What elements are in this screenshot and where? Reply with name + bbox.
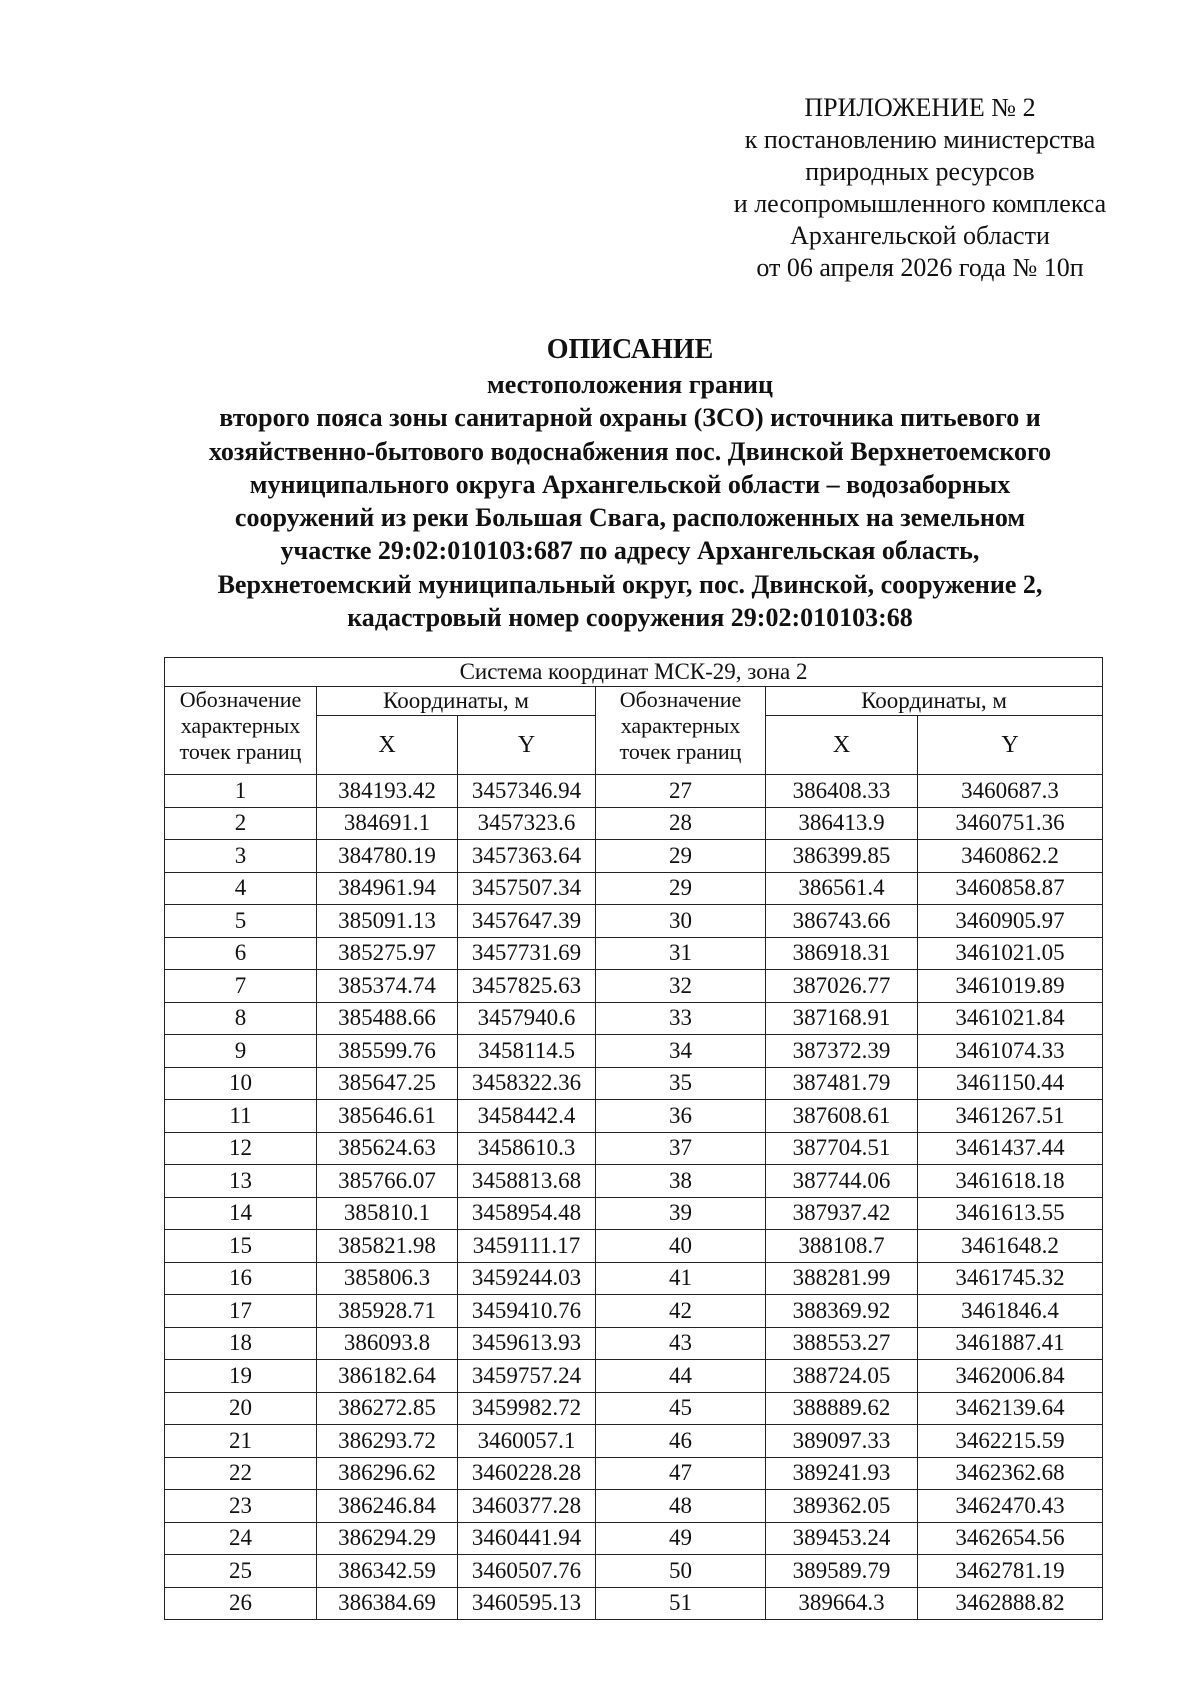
table-row	[165, 1035, 1103, 1068]
point-number: 6	[165, 937, 317, 970]
coord-x: 385488.66	[317, 1002, 458, 1035]
point-number: 35	[596, 1067, 766, 1100]
appendix-line: ПРИЛОЖЕНИЕ № 2	[804, 93, 1036, 122]
point-number: 11	[165, 1100, 317, 1133]
coord-y: 3457940.6	[458, 1002, 596, 1035]
point-number: 27	[596, 775, 766, 808]
coord-x: 388724.05	[766, 1360, 918, 1393]
coord-x: 387481.79	[766, 1067, 918, 1100]
appendix-line: Архангельской области	[790, 221, 1050, 250]
coord-y: 3462139.64	[918, 1392, 1103, 1425]
coord-y: 3461074.33	[918, 1035, 1103, 1068]
column-header-coordinates: Координаты, м	[317, 687, 596, 716]
point-number: 23	[165, 1490, 317, 1523]
coord-x: 384780.19	[317, 840, 458, 873]
coord-x: 386093.8	[317, 1327, 458, 1360]
coord-y: 3460751.36	[918, 807, 1103, 840]
point-number: 10	[165, 1067, 317, 1100]
coord-x: 387744.06	[766, 1165, 918, 1198]
table-row	[165, 1132, 1103, 1165]
point-number: 42	[596, 1295, 766, 1328]
point-number: 49	[596, 1522, 766, 1555]
coord-y: 3462215.59	[918, 1425, 1103, 1458]
coord-x: 387372.39	[766, 1035, 918, 1068]
point-number: 22	[165, 1457, 317, 1490]
table-row	[165, 775, 1103, 808]
coord-x: 385275.97	[317, 937, 458, 970]
coord-x: 387168.91	[766, 1002, 918, 1035]
coord-y: 3462781.19	[918, 1555, 1103, 1588]
coord-y: 3459757.24	[458, 1360, 596, 1393]
table-row	[165, 1067, 1103, 1100]
title-description	[120, 368, 1140, 634]
table-row	[165, 1262, 1103, 1295]
point-number: 1	[165, 775, 317, 808]
table-row	[165, 840, 1103, 873]
point-number: 9	[165, 1035, 317, 1068]
title-line: второго пояса зоны санитарной охраны (ЗСО) источника питьевого и	[219, 403, 1041, 433]
table-row	[165, 1100, 1103, 1133]
point-number: 26	[165, 1587, 317, 1620]
coord-y: 3462470.43	[918, 1490, 1103, 1523]
coord-y: 3459410.76	[458, 1295, 596, 1328]
coord-y: 3459613.93	[458, 1327, 596, 1360]
coord-x: 389241.93	[766, 1457, 918, 1490]
coord-x: 386272.85	[317, 1392, 458, 1425]
column-header-y: Y	[458, 716, 596, 775]
coord-x: 387937.42	[766, 1197, 918, 1230]
coord-y: 3458954.48	[458, 1197, 596, 1230]
table-row	[165, 937, 1103, 970]
point-number: 38	[596, 1165, 766, 1198]
coord-x: 384961.94	[317, 872, 458, 905]
coord-y: 3461267.51	[918, 1100, 1103, 1133]
coord-x: 385810.1	[317, 1197, 458, 1230]
coord-y: 3460441.94	[458, 1522, 596, 1555]
appendix-line: к постановлению министерства	[744, 125, 1096, 154]
point-number: 17	[165, 1295, 317, 1328]
column-header-x: X	[766, 716, 918, 775]
coord-x: 389589.79	[766, 1555, 918, 1588]
coord-x: 386408.33	[766, 775, 918, 808]
coord-x: 387026.77	[766, 970, 918, 1003]
point-number: 36	[596, 1100, 766, 1133]
point-number: 19	[165, 1360, 317, 1393]
table-row	[165, 1457, 1103, 1490]
table-row	[165, 905, 1103, 938]
point-number: 2	[165, 807, 317, 840]
point-number: 24	[165, 1522, 317, 1555]
table-row	[165, 1360, 1103, 1393]
coord-x: 386246.84	[317, 1490, 458, 1523]
table-row	[165, 807, 1103, 840]
table-row	[165, 1165, 1103, 1198]
title-line: местоположения границ	[487, 370, 773, 399]
appendix-header	[680, 92, 1160, 284]
coord-y: 3460858.87	[918, 872, 1103, 905]
coord-x: 385374.74	[317, 970, 458, 1003]
title-line: участке 29:02:010103:687 по адресу Архангельская область,	[280, 536, 980, 566]
coord-x: 386413.9	[766, 807, 918, 840]
title-main: ОПИСАНИЕ	[546, 334, 714, 365]
coord-x: 386743.66	[766, 905, 918, 938]
coord-y: 3461613.55	[918, 1197, 1103, 1230]
coord-y: 3458813.68	[458, 1165, 596, 1198]
coordinates-table	[164, 657, 1103, 1620]
title-line: хозяйственно-бытового водоснабжения пос. Двинской Верхнетоемского	[208, 436, 1052, 466]
coord-y: 3461887.41	[918, 1327, 1103, 1360]
table-row	[165, 1587, 1103, 1620]
coord-x: 384691.1	[317, 807, 458, 840]
point-number: 14	[165, 1197, 317, 1230]
coord-y: 3462654.56	[918, 1522, 1103, 1555]
coord-x: 385599.76	[317, 1035, 458, 1068]
point-number: 4	[165, 872, 317, 905]
coord-y: 3461150.44	[918, 1067, 1103, 1100]
coord-x: 386296.62	[317, 1457, 458, 1490]
appendix-line: природных ресурсов	[805, 157, 1035, 186]
point-number: 37	[596, 1132, 766, 1165]
point-number: 46	[596, 1425, 766, 1458]
coord-x: 386384.69	[317, 1587, 458, 1620]
point-number: 7	[165, 970, 317, 1003]
coord-x: 389097.33	[766, 1425, 918, 1458]
point-number: 15	[165, 1230, 317, 1263]
point-number: 50	[596, 1555, 766, 1588]
coord-x: 386918.31	[766, 937, 918, 970]
point-number: 30	[596, 905, 766, 938]
point-number: 29	[596, 872, 766, 905]
table-row	[165, 1197, 1103, 1230]
coord-x: 385806.3	[317, 1262, 458, 1295]
point-number: 48	[596, 1490, 766, 1523]
coord-x: 385624.63	[317, 1132, 458, 1165]
point-number: 31	[596, 937, 766, 970]
coord-y: 3462362.68	[918, 1457, 1103, 1490]
coord-x: 386182.64	[317, 1360, 458, 1393]
column-header-point-label: Обозначение характерных точек границ	[596, 687, 766, 775]
coord-x: 385928.71	[317, 1295, 458, 1328]
coord-x: 388281.99	[766, 1262, 918, 1295]
coord-y: 3458114.5	[458, 1035, 596, 1068]
title-line: муниципального округа Архангельской области – водозаборных	[249, 469, 1011, 499]
coord-x: 385646.61	[317, 1100, 458, 1133]
title-line: кадастровый номер сооружения 29:02:010103:68	[347, 603, 913, 633]
coord-y: 3458610.3	[458, 1132, 596, 1165]
coord-x: 384193.42	[317, 775, 458, 808]
coord-y: 3461019.89	[918, 970, 1103, 1003]
coord-x: 386294.29	[317, 1522, 458, 1555]
coord-y: 3460905.97	[918, 905, 1103, 938]
coord-y: 3458322.36	[458, 1067, 596, 1100]
coord-x: 389664.3	[766, 1587, 918, 1620]
coord-y: 3457647.39	[458, 905, 596, 938]
table-row	[165, 1295, 1103, 1328]
point-number: 12	[165, 1132, 317, 1165]
coord-x: 386399.85	[766, 840, 918, 873]
coord-x: 389453.24	[766, 1522, 918, 1555]
coord-y: 3460228.28	[458, 1457, 596, 1490]
appendix-line: и лесопромышленного комплекса	[733, 189, 1107, 218]
coord-y: 3459244.03	[458, 1262, 596, 1295]
coord-x: 385647.25	[317, 1067, 458, 1100]
point-number: 29	[596, 840, 766, 873]
coord-y: 3460507.76	[458, 1555, 596, 1588]
document-title	[120, 332, 1140, 634]
coord-y: 3457346.94	[458, 775, 596, 808]
table-row	[165, 1392, 1103, 1425]
coord-y: 3461437.44	[918, 1132, 1103, 1165]
coord-y: 3459111.17	[458, 1230, 596, 1263]
table-row	[165, 1555, 1103, 1588]
title-line: Верхнетоемский муниципальный округ, пос. Двинской, сооружение 2,	[217, 569, 1043, 599]
point-number: 8	[165, 1002, 317, 1035]
point-number: 44	[596, 1360, 766, 1393]
coord-x: 386561.4	[766, 872, 918, 905]
coord-x: 388369.92	[766, 1295, 918, 1328]
coord-y: 3457363.64	[458, 840, 596, 873]
point-number: 28	[596, 807, 766, 840]
point-number: 18	[165, 1327, 317, 1360]
coord-y: 3460057.1	[458, 1425, 596, 1458]
table-row	[165, 1327, 1103, 1360]
table-row	[165, 1002, 1103, 1035]
table-row	[165, 1490, 1103, 1523]
point-number: 13	[165, 1165, 317, 1198]
coord-y: 3457323.6	[458, 807, 596, 840]
coord-x: 386342.59	[317, 1555, 458, 1588]
coord-y: 3460862.2	[918, 840, 1103, 873]
title-line: сооружений из реки Большая Свага, расположенных на земельном	[234, 503, 1026, 533]
coord-y: 3462888.82	[918, 1587, 1103, 1620]
coord-y: 3461648.2	[918, 1230, 1103, 1263]
point-number: 41	[596, 1262, 766, 1295]
coord-y: 3460377.28	[458, 1490, 596, 1523]
point-number: 21	[165, 1425, 317, 1458]
point-number: 33	[596, 1002, 766, 1035]
point-number: 45	[596, 1392, 766, 1425]
coord-x: 388108.7	[766, 1230, 918, 1263]
point-number: 40	[596, 1230, 766, 1263]
table-row	[165, 1230, 1103, 1263]
table-row	[165, 1522, 1103, 1555]
point-number: 39	[596, 1197, 766, 1230]
column-header-y: Y	[918, 716, 1103, 775]
appendix-line: от 06 апреля 2026 года № 10п	[756, 253, 1084, 282]
table-body	[165, 775, 1103, 1620]
coord-x: 388553.27	[766, 1327, 918, 1360]
coord-y: 3457731.69	[458, 937, 596, 970]
table-caption: Система координат МСК-29, зона 2	[165, 658, 1103, 687]
coord-y: 3461021.05	[918, 937, 1103, 970]
point-number: 34	[596, 1035, 766, 1068]
point-number: 51	[596, 1587, 766, 1620]
table-row	[165, 872, 1103, 905]
coord-y: 3461021.84	[918, 1002, 1103, 1035]
column-header-x: X	[317, 716, 458, 775]
coord-y: 3462006.84	[918, 1360, 1103, 1393]
point-number: 20	[165, 1392, 317, 1425]
coord-x: 387704.51	[766, 1132, 918, 1165]
coord-x: 388889.62	[766, 1392, 918, 1425]
point-number: 16	[165, 1262, 317, 1295]
coord-y: 3458442.4	[458, 1100, 596, 1133]
coord-x: 385091.13	[317, 905, 458, 938]
coord-x: 389362.05	[766, 1490, 918, 1523]
column-header-coordinates: Координаты, м	[766, 687, 1103, 716]
coord-y: 3457825.63	[458, 970, 596, 1003]
coord-x: 385766.07	[317, 1165, 458, 1198]
coord-y: 3461846.4	[918, 1295, 1103, 1328]
table-row	[165, 970, 1103, 1003]
coord-y: 3460595.13	[458, 1587, 596, 1620]
point-number: 43	[596, 1327, 766, 1360]
coord-y: 3457507.34	[458, 872, 596, 905]
coord-x: 385821.98	[317, 1230, 458, 1263]
point-number: 25	[165, 1555, 317, 1588]
column-header-point-label: Обозначение характерных точек границ	[165, 687, 317, 775]
point-number: 32	[596, 970, 766, 1003]
coord-y: 3460687.3	[918, 775, 1103, 808]
coord-x: 386293.72	[317, 1425, 458, 1458]
point-number: 3	[165, 840, 317, 873]
coord-y: 3461618.18	[918, 1165, 1103, 1198]
table-row	[165, 1425, 1103, 1458]
point-number: 47	[596, 1457, 766, 1490]
point-number: 5	[165, 905, 317, 938]
coord-y: 3459982.72	[458, 1392, 596, 1425]
coord-y: 3461745.32	[918, 1262, 1103, 1295]
coord-x: 387608.61	[766, 1100, 918, 1133]
